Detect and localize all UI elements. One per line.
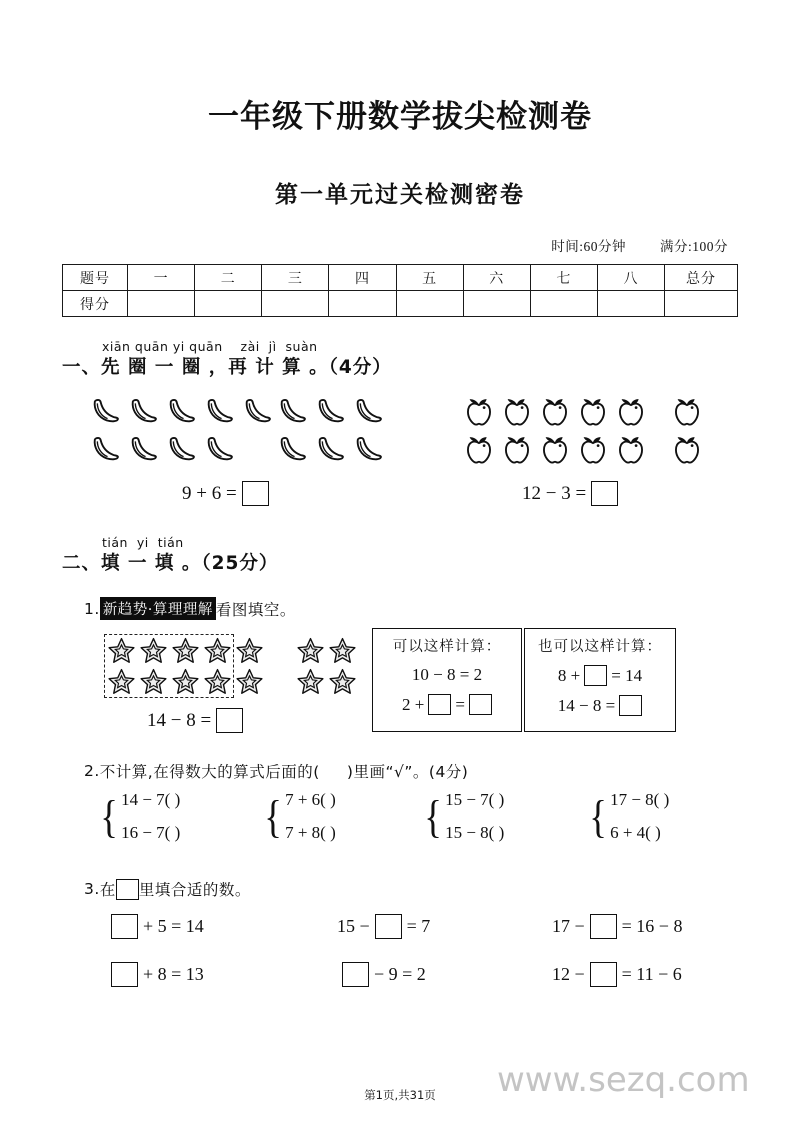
score-table-col-1: 一 <box>128 265 195 291</box>
apple-group-main <box>462 393 648 467</box>
equation-apple-text: 12 − 3 = <box>522 482 587 504</box>
answer-box-eq-3[interactable] <box>590 914 617 939</box>
answer-box-banana[interactable] <box>242 481 269 506</box>
banana-row <box>88 393 274 429</box>
calc-right-line1-prefix: 8 + <box>557 665 581 685</box>
star-icon <box>295 636 326 666</box>
section-one <box>62 339 738 521</box>
apple-row <box>462 431 648 467</box>
brace-4-top[interactable]: 17 − 8( ) <box>610 790 670 810</box>
answer-box-eq-5[interactable] <box>342 962 369 987</box>
score-table-col-7: 七 <box>530 265 597 291</box>
brace-1-bottom[interactable]: 16 − 7( ) <box>121 823 181 843</box>
star-icon <box>234 667 265 697</box>
fill-eq-2-before: 15 − <box>337 916 370 937</box>
apple-row <box>462 393 648 429</box>
brace-group-1 <box>98 790 180 843</box>
banana-group-main <box>88 393 274 467</box>
answer-box-eq-1[interactable] <box>111 914 138 939</box>
item-2-1-text: 看图填空。 <box>215 600 296 619</box>
item-2-2-number: 2. <box>84 762 100 781</box>
banana-icon <box>351 393 385 429</box>
fill-eq-6-after: = 11 − 6 <box>621 964 682 985</box>
total-score-label: 满分:100分 <box>659 239 728 255</box>
banana-icon <box>164 431 198 467</box>
item-2-3-heading <box>62 878 738 900</box>
fill-eq-5-after: − 9 = 2 <box>374 964 426 985</box>
answer-box-eq-6[interactable] <box>590 962 617 987</box>
inline-blank-box <box>116 879 139 900</box>
star-row <box>295 636 358 666</box>
fill-eq-4-after: + 8 = 13 <box>143 964 204 985</box>
apple-icon <box>614 393 648 429</box>
score-table-col-4: 四 <box>329 265 396 291</box>
page-title: 一年级下册数学拔尖检测卷 <box>208 99 592 135</box>
score-cell-7[interactable] <box>530 291 597 317</box>
star-icon <box>327 667 358 697</box>
answer-box-eq-2[interactable] <box>375 914 402 939</box>
answer-box-left-a[interactable] <box>428 694 451 715</box>
item-2-3-row-1 <box>62 914 738 960</box>
apple-icon <box>538 393 572 429</box>
banana-icon <box>164 393 198 429</box>
brace-icon: { <box>424 791 442 843</box>
answer-box-eq-4[interactable] <box>111 962 138 987</box>
fill-equation-5 <box>337 962 426 987</box>
score-cell-1[interactable] <box>128 291 195 317</box>
item-2-2-text: 不计算,在得数大的算式后面的( )里画“√”。(4分) <box>99 763 469 782</box>
page-subtitle: 第一单元过关检测密卷 <box>275 182 525 208</box>
apple-row <box>670 393 704 429</box>
brace-icon: { <box>589 791 607 843</box>
brace-icon: { <box>100 791 118 843</box>
brace-2-top[interactable]: 7 + 6( ) <box>285 790 336 810</box>
equation-banana-text: 9 + 6 = <box>182 482 237 504</box>
banana-row <box>88 431 274 467</box>
answer-box-right-b[interactable] <box>619 695 642 716</box>
banana-icon <box>202 393 236 429</box>
banana-row <box>275 393 385 429</box>
section-one-equations <box>62 481 738 521</box>
section-two <box>62 535 738 1008</box>
banana-icon <box>275 393 309 429</box>
brace-4-bottom[interactable]: 6 + 4( ) <box>610 823 661 843</box>
brace-group-3 <box>422 790 504 843</box>
item-2-1-badge: 新趋势·算理理解 <box>100 597 216 620</box>
apple-icon <box>670 393 704 429</box>
score-table-col-3: 三 <box>262 265 329 291</box>
brace-icon: { <box>264 791 282 843</box>
score-cell-total[interactable] <box>665 291 738 317</box>
answer-box-apple[interactable] <box>591 481 618 506</box>
calc-box-right-line2 <box>533 695 667 716</box>
banana-icon <box>126 393 160 429</box>
time-label: 时间:60分钟 <box>551 239 626 255</box>
table-row-header <box>63 265 738 291</box>
banana-icon <box>88 431 122 467</box>
banana-group-side <box>275 393 385 467</box>
fruit-picture-block <box>62 389 738 481</box>
calc-box-right <box>524 628 676 732</box>
answer-box-left-b[interactable] <box>469 694 492 715</box>
equation-stars-text: 14 − 8 = <box>147 709 212 731</box>
exam-meta <box>62 209 738 255</box>
calc-box-right-caption: 也可以这样计算： <box>538 639 662 656</box>
score-cell-4[interactable] <box>329 291 396 317</box>
fill-equation-2 <box>337 914 430 939</box>
score-table-row-label: 题号 <box>63 265 128 291</box>
banana-icon <box>275 431 309 467</box>
fill-equation-1 <box>106 914 204 939</box>
score-table-col-8: 八 <box>597 265 664 291</box>
star-icon <box>234 636 265 666</box>
banana-icon <box>240 393 274 429</box>
score-table <box>62 264 738 317</box>
circled-group-box <box>104 634 234 698</box>
star-row <box>295 667 358 697</box>
item-2-1-number: 1. <box>84 599 100 618</box>
fill-equation-6 <box>552 962 682 987</box>
calc-box-left <box>372 628 522 732</box>
apple-icon <box>576 393 610 429</box>
section-one-title: 一、先 圈 一 圈 ，再 计 算 。（4分） <box>62 357 392 379</box>
banana-icon <box>202 431 236 467</box>
banana-row <box>275 431 385 467</box>
fill-eq-6-before: 12 − <box>552 964 585 985</box>
section-two-title: 二、填 一 填 。（25分） <box>62 553 279 575</box>
fill-eq-3-before: 17 − <box>552 916 585 937</box>
item-2-1-heading <box>62 597 738 620</box>
item-2-3-text-before: 在 <box>99 881 116 900</box>
calc-box-left-caption: 可以这样计算： <box>392 639 502 656</box>
apple-icon <box>462 393 496 429</box>
answer-box-stars[interactable] <box>216 708 243 733</box>
item-2-3-number: 3. <box>84 880 100 899</box>
equation-stars <box>147 708 243 733</box>
calc-right-line2-prefix: 14 − 8 = <box>557 695 616 715</box>
fill-eq-1-after: + 5 = 14 <box>143 916 204 937</box>
brace-group-2 <box>262 790 336 843</box>
equation-banana <box>182 481 269 506</box>
apple-icon <box>538 431 572 467</box>
apple-icon <box>670 431 704 467</box>
fill-eq-3-after: = 16 − 8 <box>621 916 683 937</box>
apple-icon <box>576 431 610 467</box>
brace-3-bottom[interactable]: 15 − 8( ) <box>445 823 505 843</box>
calc-box-left-line2 <box>381 694 513 715</box>
score-table-col-total: 总分 <box>665 265 738 291</box>
star-group-side <box>295 636 358 697</box>
table-row-scores <box>63 291 738 317</box>
watermark: www.sezq.com <box>497 1060 750 1100</box>
score-cell-2[interactable] <box>195 291 262 317</box>
calc-box-right-line1 <box>533 665 667 686</box>
score-cell-5[interactable] <box>396 291 463 317</box>
score-table-col-2: 二 <box>195 265 262 291</box>
score-cell-3[interactable] <box>262 291 329 317</box>
apple-icon <box>614 431 648 467</box>
banana-icon <box>126 431 160 467</box>
banana-icon <box>88 393 122 429</box>
calc-box-left-line1: 10 − 8 = 2 <box>411 665 483 685</box>
page-footer: 第1页,共31页 <box>364 1088 436 1102</box>
banana-icon <box>313 431 347 467</box>
fill-equation-4 <box>106 962 204 987</box>
fill-equation-3 <box>552 914 682 939</box>
brace-group-4 <box>587 790 669 843</box>
item-2-3-text-after: 里填合适的数。 <box>138 881 251 900</box>
star-icon <box>327 636 358 666</box>
brace-3-top[interactable]: 15 − 7( ) <box>445 790 505 810</box>
score-cell-6[interactable] <box>463 291 530 317</box>
banana-icon <box>351 431 385 467</box>
calc-left-line2-mid: = <box>455 694 465 714</box>
calc-right-line1-suffix: = 14 <box>611 665 643 685</box>
answer-box-right-a[interactable] <box>584 665 607 686</box>
apple-icon <box>500 393 534 429</box>
apple-group-side <box>670 393 704 467</box>
score-table-col-5: 五 <box>396 265 463 291</box>
brace-1-top[interactable]: 14 − 7( ) <box>121 790 181 810</box>
brace-2-bottom[interactable]: 7 + 8( ) <box>285 823 336 843</box>
score-table-row-label-2: 得分 <box>63 291 128 317</box>
item-2-2-groups <box>62 790 738 862</box>
apple-icon <box>462 431 496 467</box>
score-table-col-6: 六 <box>463 265 530 291</box>
apple-row <box>670 431 704 467</box>
score-cell-8[interactable] <box>597 291 664 317</box>
fill-eq-2-after: = 7 <box>406 916 431 937</box>
apple-icon <box>500 431 534 467</box>
item-2-2-heading <box>62 760 738 782</box>
item-2-3-row-2 <box>62 962 738 1008</box>
calc-left-line2-prefix: 2 + <box>402 694 425 714</box>
equation-apple <box>522 481 618 506</box>
section-two-pinyin: tián yi tián <box>102 535 184 551</box>
star-figure-block <box>62 630 738 746</box>
section-one-pinyin: xiān quān yi quān zài jì suàn <box>102 339 318 355</box>
star-icon <box>295 667 326 697</box>
banana-icon <box>313 393 347 429</box>
